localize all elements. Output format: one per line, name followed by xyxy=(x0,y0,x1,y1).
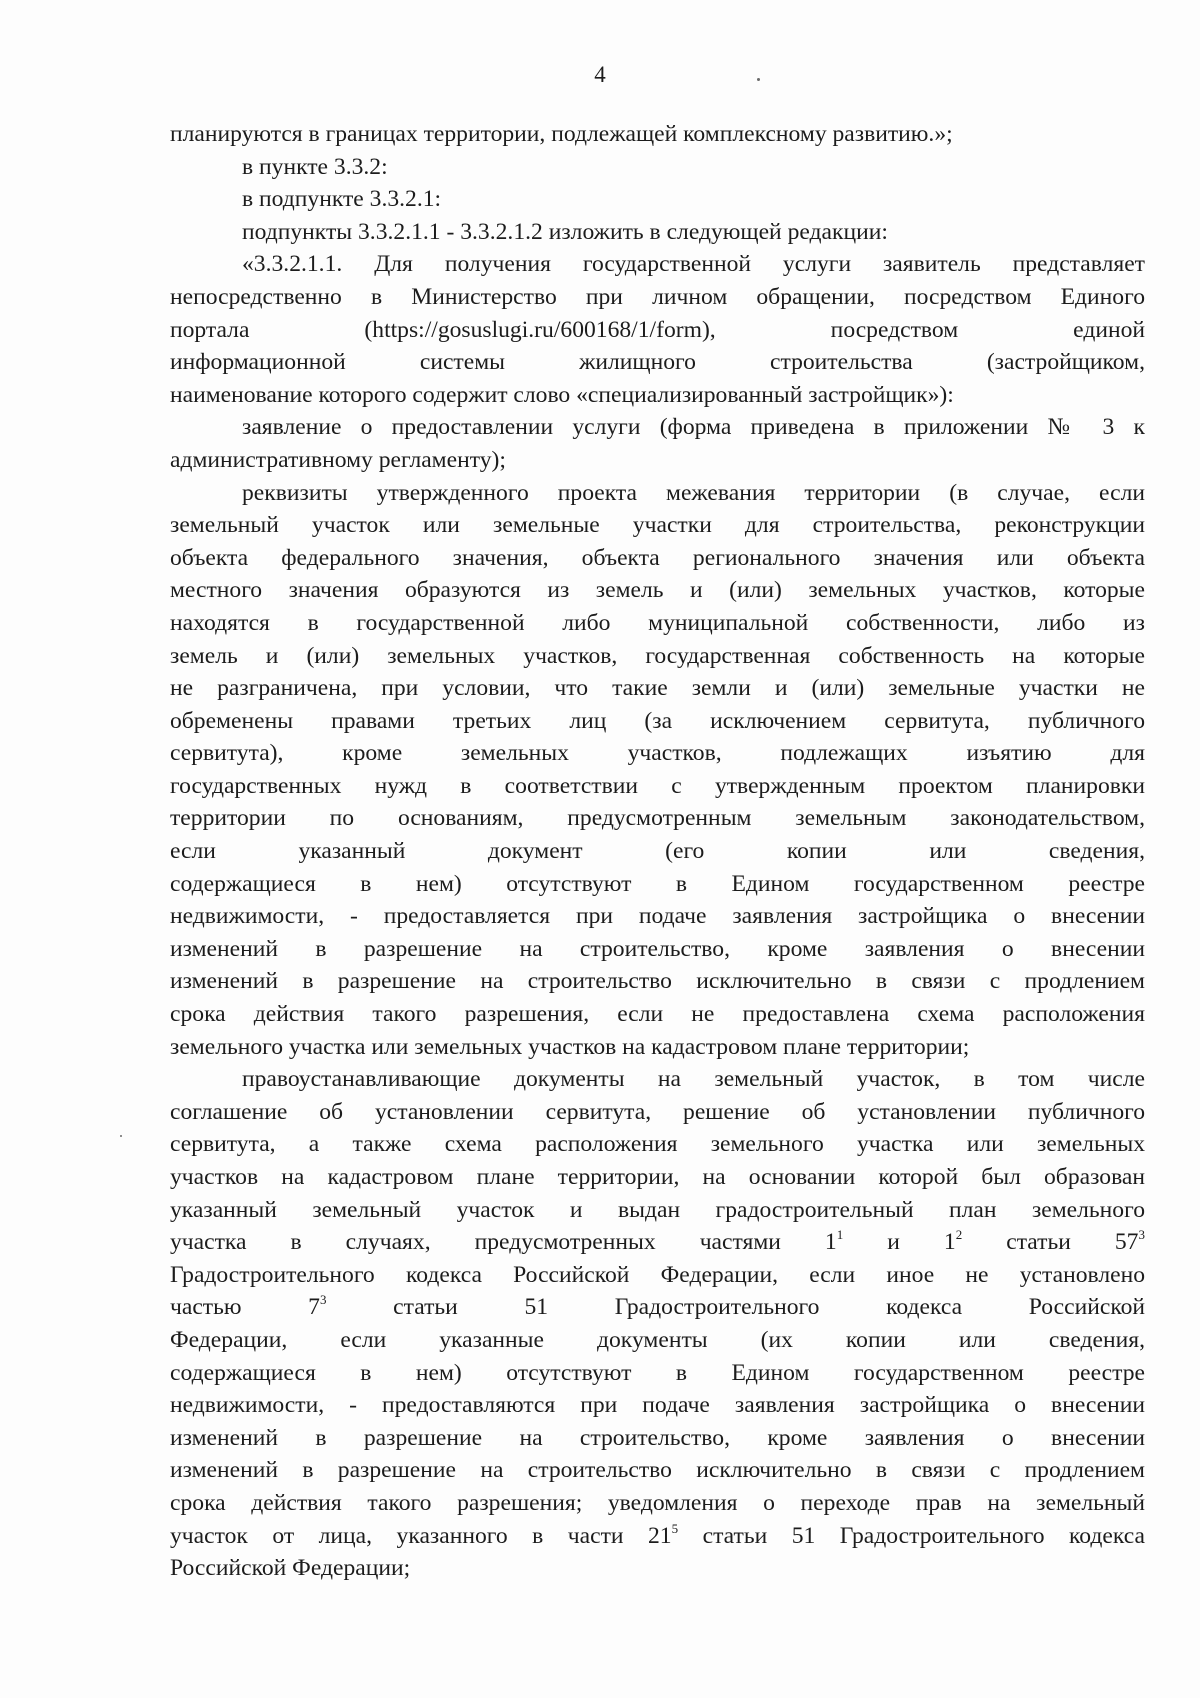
text-line: заявление о предоставлении услуги (форма приведена в приложении № 3 к xyxy=(242,414,1145,441)
text-line: если указанный документ (его копии или сведения, xyxy=(170,838,1145,865)
text-line: в подпункте 3.3.2.1: xyxy=(242,186,442,213)
text-line: подпункты 3.3.2.1.1 - 3.3.2.1.2 изложить в следующей редакции: xyxy=(242,218,888,245)
text-line: обременены правами третьих лиц (за исключением сервитута, публичного xyxy=(170,707,1145,734)
text-line: земельного участка или земельных участков на кадастровом плане территории; xyxy=(170,1033,970,1060)
text-line: соглашение об установлении сервитута, решение об установлении публичного xyxy=(170,1098,1145,1125)
text-line: местного значения образуются из земель и (или) земельных участков, которые xyxy=(170,577,1145,604)
scan-speck xyxy=(120,1135,122,1137)
text-line: земельный участок или земельные участки для строительства, реконструкции xyxy=(170,512,1145,539)
text-line: Градостроительного кодекса Российской Федерации, если иное не установлено xyxy=(170,1261,1145,1288)
text-line: административному регламенту); xyxy=(170,446,506,473)
text-line: Российской Федерации; xyxy=(170,1555,411,1582)
text-line: срока действия такого разрешения; уведомления о переходе прав на земельный xyxy=(170,1489,1145,1516)
paragraph-subitem-3-3-2-1 xyxy=(170,183,1145,216)
text-line: находятся в государственной либо муниципальной собственности, либо из xyxy=(170,609,1145,636)
text-line: участков на кадастровом плане территории, на основании которой был образован xyxy=(170,1164,1145,1190)
text-line: изменений в разрешение на строительство исключительно в связи с продлением xyxy=(170,968,1145,995)
text-line: реквизиты утвержденного проекта межевания территории (в случае, если xyxy=(242,479,1145,506)
text-line: в пункте 3.3.2: xyxy=(242,153,388,180)
text-line: портала (https://gosuslugi.ru/600168/1/form), посредством единой xyxy=(170,316,1145,343)
text-line-with-superscripts: частью $7^3$ статьи 51 Градостроительного кодекса Российской xyxy=(170,1292,1146,1321)
text-line: территории по основаниям, предусмотренным земельным законодательством, xyxy=(170,805,1145,832)
text-line: Федерации, если указанные документы (их копии или сведения, xyxy=(170,1326,1145,1353)
paragraph-item-3-3-2 xyxy=(170,151,1145,184)
document-body xyxy=(170,118,1145,1585)
text-line: сервитута), кроме земельных участков, подлежащих изъятию для xyxy=(170,740,1145,767)
paragraph-survey-project xyxy=(170,477,1145,1064)
text-line: изменений в разрешение на строительство, кроме заявления о внесении xyxy=(170,1424,1145,1451)
text-line: наименование которого содержит слово «специализированный застройщик»): xyxy=(170,381,954,408)
paragraph-3-3-2-1-1 xyxy=(170,248,1145,411)
text-line: «3.3.2.1.1. Для получения государственной услуги заявитель представляет xyxy=(242,251,1145,278)
page-number: 4 xyxy=(594,62,606,87)
text-line: недвижимости, - предоставляется при подаче заявления застройщика о внесении xyxy=(170,903,1145,930)
text-line: изменений в разрешение на строительство исключительно в связи с продлением xyxy=(170,1457,1145,1484)
text-line-with-superscripts: участка в случаях, предусмотренных частями $1^1$ и $1^2$ статьи $57^3$ xyxy=(170,1227,1145,1256)
text-line: срока действия такого разрешения, если не предоставлена схема расположения xyxy=(170,1001,1145,1028)
superscript: 3 xyxy=(1138,1227,1145,1243)
text-line-with-superscripts: участок от лица, указанного в части $21^5$ статьи 51 Градостроительного кодекса xyxy=(170,1520,1145,1549)
superscript: 3 xyxy=(319,1292,327,1308)
text-line: недвижимости, - предоставляются при подаче заявления застройщика о внесении xyxy=(170,1392,1145,1419)
paragraph-amend-instruction xyxy=(170,216,1145,249)
text-line: сервитута, а также схема расположения земельного участка или земельных xyxy=(170,1131,1145,1158)
superscript: 2 xyxy=(955,1227,963,1243)
paragraph-application xyxy=(170,411,1145,476)
text-line: объекта федерального значения, объекта регионального значения или объекта xyxy=(170,544,1145,571)
paragraph-closing-quote xyxy=(170,118,1145,151)
text-line: содержащиеся в нем) отсутствуют в Едином государственном реестре xyxy=(170,1359,1145,1386)
text-line: непосредственно в Министерство при личном обращении, посредством Единого xyxy=(170,283,1145,310)
text-line: изменений в разрешение на строительство, кроме заявления о внесении xyxy=(170,935,1145,962)
scan-speck xyxy=(757,78,760,81)
superscript: 1 xyxy=(836,1227,844,1243)
text-line: содержащиеся в нем) отсутствуют в Едином государственном реестре xyxy=(170,870,1145,897)
text-line: земель и (или) земельных участков, государственная собственность на которые xyxy=(170,642,1145,669)
text-line: указанный земельный участок и выдан градостроительный план земельного xyxy=(170,1196,1145,1223)
text-line: не разграничена, при условии, что такие земли и (или) земельные участки не xyxy=(170,675,1145,702)
text-line: правоустанавливающие документы на земельный участок, в том числе xyxy=(242,1066,1145,1093)
text-line: информационной системы жилищного строительства (застройщиком, xyxy=(170,349,1145,376)
superscript: 5 xyxy=(671,1520,679,1536)
paragraph-title-documents xyxy=(170,1063,1145,1585)
text-line: государственных нужд в соответствии с утвержденным проектом планировки xyxy=(170,772,1145,799)
text-line: планируются в границах территории, подлежащей комплексному развитию.»; xyxy=(170,121,953,147)
